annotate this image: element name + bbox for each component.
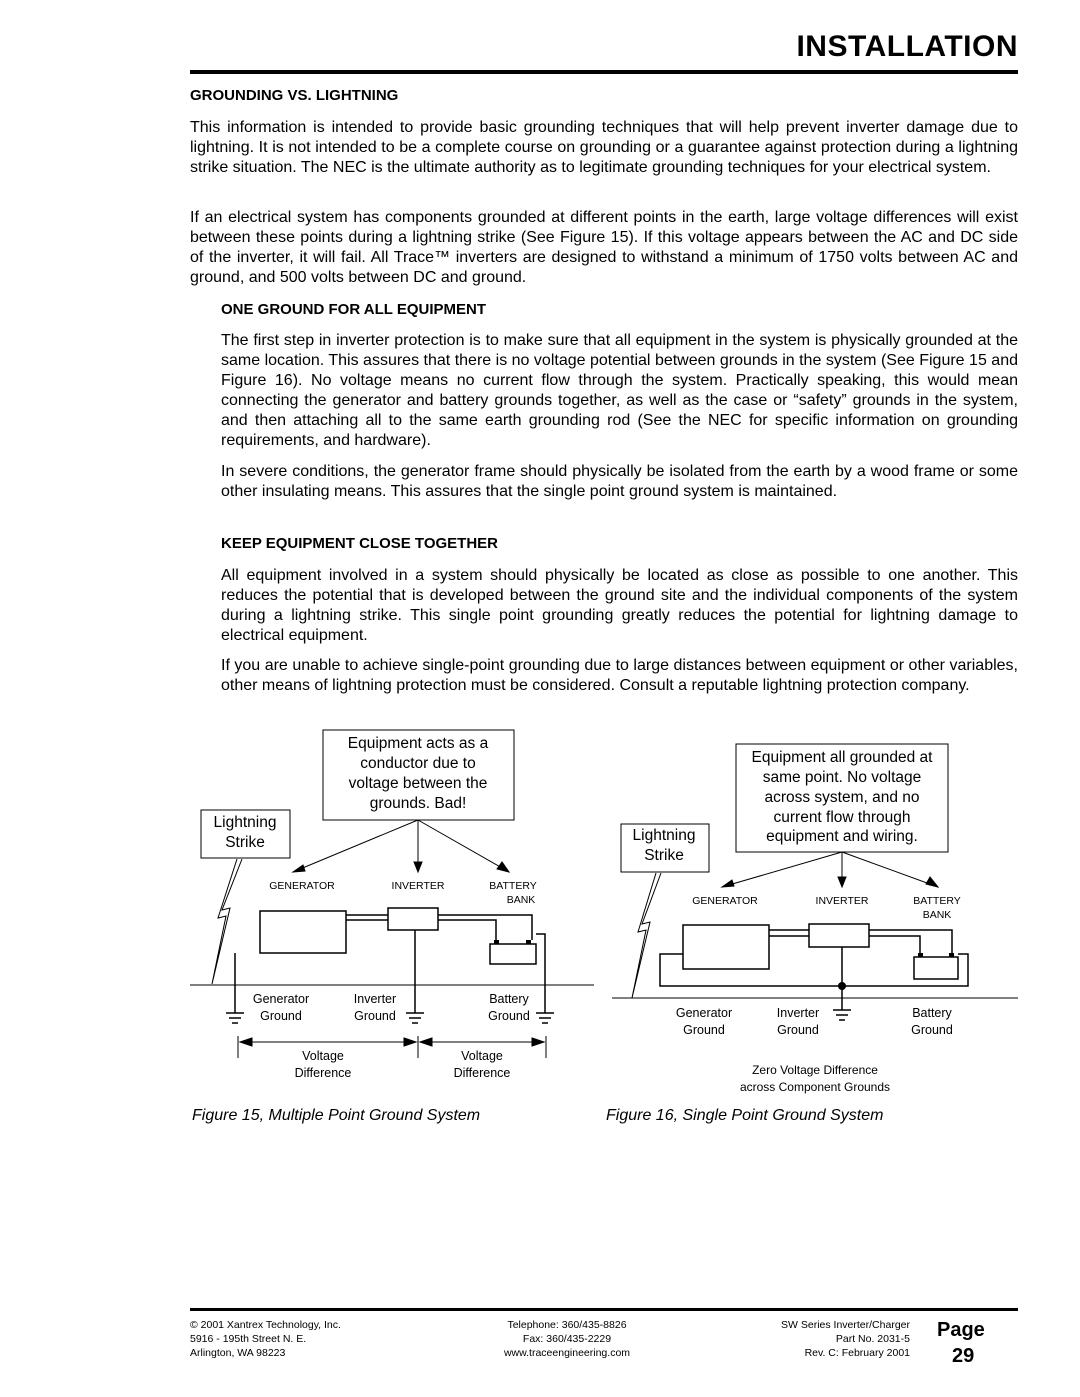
paragraph-one-ground-1: The first step in inverter protection is to make sure that all equipment in the system is physically grounded at the same location. This assures that there is no voltage potential between grounds in the system (See Figure 15 and Figure 16). No voltage means no current flow through the system. Practically speaking, this would mean connecting the generator and battery grounds together, as well as the case or “safety” grounds in the system, and then attaching all to the same earth grounding rod (See the NEC for specific information on grounding requirements, and hardware). [221, 332, 1018, 449]
page-header-title: INSTALLATION [796, 30, 1018, 63]
fig16-generator-ground-label-2: Ground [683, 1023, 725, 1037]
fig15-lightning-bolt-icon [212, 859, 242, 984]
fig16-battery-label: BATTERY [913, 895, 961, 907]
fig16-lightning-bolt-icon [632, 873, 661, 998]
fig15-battery-label: BATTERY [489, 880, 537, 892]
figure-15-diagram [190, 728, 600, 1088]
paragraph-one-ground-2: In severe conditions, the generator frame should physically be isolated from the earth by a wood frame or some other insulating means. This assures that the single point ground system is maintained. [221, 463, 1018, 500]
fig15-inverter-ground-label-2: Ground [354, 1009, 396, 1023]
fig16-lightning-label-1: Lightning [632, 827, 696, 844]
footer-right [730, 1318, 910, 1360]
fig15-generator-box [260, 911, 346, 953]
fig15-battery-ground-label-2: Ground [488, 1009, 530, 1023]
fig16-lightning-label-2: Strike [644, 847, 684, 864]
fig16-generator-ground-label-1: Generator [675, 1006, 733, 1020]
fig15-callout-line-4: grounds. Bad! [369, 795, 467, 812]
fig15-bank-label: BANK [506, 894, 536, 906]
figure-16-caption: Figure 16, Single Point Ground System [606, 1107, 884, 1124]
fig16-inverter-label: INVERTER [815, 895, 869, 907]
footer-rule [190, 1308, 1018, 1311]
paragraph-grounding-2: If an electrical system has components grounded at different points in the earth, large voltage differences will exist between these points during a lightning strike (See Figure 15). If this voltage appears between the AC and DC side of the inverter, it will fail. All Trace™ inverters are designed to withstand a minimum of 1750 volts between AC and ground, and 500 volts between DC and ground. [190, 209, 1018, 286]
fig16-callout-line-1: Equipment all grounded at [751, 749, 933, 766]
fig16-generator-label: GENERATOR [692, 895, 758, 907]
footer-center [467, 1318, 667, 1360]
footer-copyright: © 2001 Xantrex Technology, Inc. [190, 1319, 341, 1331]
paragraph-close-1: All equipment involved in a system should physically be located as close as possible to one another. This reduces the potential that is developed between the ground site and the individual components of the system during a lightning strike. This single point grounding greatly reduces the potential for lightning damage to electrical equipment. [221, 567, 1018, 644]
footer-address: 5916 - 195th Street N. E. [190, 1333, 307, 1345]
footer-left [190, 1318, 341, 1360]
footer-part-number: Part No. 2031-5 [835, 1333, 910, 1345]
fig16-bank-label: BANK [922, 909, 952, 921]
fig16-zero-note-1: Zero Voltage Difference [752, 1063, 878, 1077]
fig15-voltage-diff-left-2: Difference [294, 1066, 352, 1080]
fig15-generator-ground-label-1: Generator [252, 992, 310, 1006]
fig15-callout-line-3: voltage between the [348, 775, 488, 792]
heading-grounding-vs-lightning: GROUNDING VS. LIGHTNING [190, 87, 399, 104]
fig15-lightning-label-2: Strike [225, 834, 265, 851]
page-label: Page [937, 1319, 985, 1341]
footer-revision: Rev. C: February 2001 [804, 1347, 910, 1359]
paragraph-grounding-1: This information is intended to provide basic grounding techniques that will help prevent inverter damage due to lightning. It is not intended to be a complete course on grounding or a guarantee against protection during a lightning strike situation. The NEC is the ultimate authority as to legitimate grounding techniques for your electrical system. [190, 119, 1018, 176]
page-number: 29 [952, 1345, 975, 1367]
heading-one-ground: ONE GROUND FOR ALL EQUIPMENT [221, 301, 487, 318]
fig16-battery-box [914, 957, 958, 979]
footer-fax: Fax: 360/435-2229 [522, 1333, 612, 1345]
fig16-zero-note-2: across Component Grounds [739, 1080, 891, 1094]
fig16-inverter-ground-label-1: Inverter [776, 1006, 820, 1020]
fig16-callout-line-3: across system, and no [764, 789, 920, 806]
fig16-battery-ground-label-2: Ground [911, 1023, 953, 1037]
paragraph-close-2: If you are unable to achieve single-point grounding due to large distances between equipment or other variables, other means of lightning protection must be considered. Consult a reputable lightning protection company. [221, 657, 1018, 694]
fig15-inverter-ground-label-1: Inverter [353, 992, 397, 1006]
fig15-battery-ground-label-1: Battery [489, 992, 529, 1006]
fig15-voltage-diff-right-2: Difference [453, 1066, 511, 1080]
footer-telephone: Telephone: 360/435-8826 [507, 1319, 627, 1331]
fig15-inverter-label: INVERTER [391, 880, 445, 892]
fig15-generator-ground-label-2: Ground [260, 1009, 302, 1023]
fig16-callout-line-2: same point. No voltage [762, 769, 922, 786]
fig16-inverter-ground-label-2: Ground [777, 1023, 819, 1037]
fig15-callout-line-1: Equipment acts as a [347, 735, 489, 752]
footer-product: SW Series Inverter/Charger [781, 1319, 910, 1331]
fig15-generator-label: GENERATOR [269, 880, 335, 892]
figure-15-caption: Figure 15, Multiple Point Ground System [192, 1107, 481, 1124]
heading-keep-close: KEEP EQUIPMENT CLOSE TOGETHER [221, 535, 498, 552]
fig15-callout-line-2: conductor due to [360, 755, 476, 772]
fig15-voltage-diff-right-1: Voltage [461, 1049, 503, 1063]
figure-16-diagram [612, 742, 1026, 1098]
fig15-inverter-box [388, 908, 438, 930]
fig16-callout-line-5: equipment and wiring. [766, 828, 918, 845]
fig15-battery-box [490, 944, 536, 964]
footer-website: www.traceengineering.com [503, 1347, 631, 1359]
fig16-battery-ground-label-1: Battery [912, 1006, 952, 1020]
header-rule [190, 70, 1018, 74]
fig15-voltage-diff-left-1: Voltage [302, 1049, 344, 1063]
fig16-callout-line-4: current flow through [773, 809, 911, 826]
fig15-lightning-label-1: Lightning [213, 814, 277, 831]
footer-city: Arlington, WA 98223 [190, 1347, 286, 1359]
fig16-generator-box [683, 925, 769, 969]
fig16-inverter-box [809, 924, 869, 947]
